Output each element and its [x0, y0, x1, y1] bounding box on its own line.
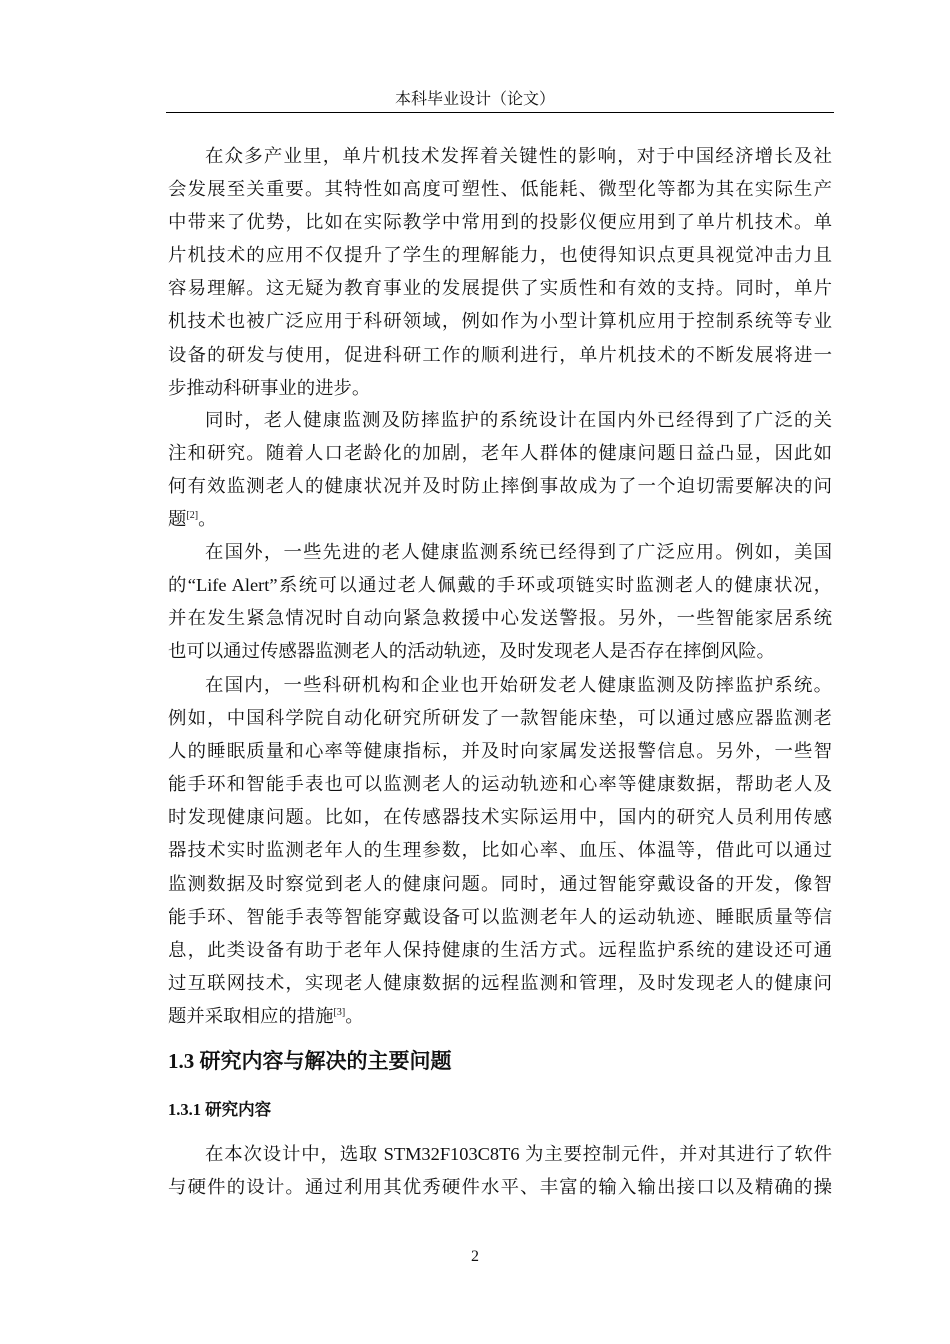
text-line [168, 702, 832, 735]
line-text: 步推动科研事业的进步。 [168, 377, 371, 398]
text-line [168, 768, 832, 801]
line-text: 机技术也被广泛应用于科研领域，例如作为小型计算机应用于控制系统等专业 [168, 311, 832, 332]
paragraph-research-content [168, 1138, 832, 1204]
line-text: 人的睡眠质量和心率等健康指标，并及时向家属发送报警信息。另外，一些智 [168, 741, 832, 762]
text-line [168, 503, 832, 536]
line-text: 题并采取相应的措施 [168, 1005, 334, 1026]
line-text: 中带来了优势，比如在实际教学中常用到的投影仪便应用到了单片机技术。单 [168, 212, 832, 233]
line-text: 并在发生紧急情况时自动向紧急救援中心发送警报。另外，一些智能家居系统 [168, 608, 832, 629]
line-text: 时发现健康问题。比如，在传感器技术实际运用中，国内的研究人员利用传感 [168, 807, 832, 828]
text-line [168, 272, 832, 305]
text-line [168, 206, 832, 239]
line-tail: 。 [345, 1005, 364, 1026]
text-line [168, 404, 832, 437]
text-line [168, 173, 832, 206]
line-text: 例如，中国科学院自动化研究所研发了一款智能床垫，可以通过感应器监测老 [168, 708, 832, 729]
subsection-heading: 1.3.1 研究内容 [168, 1100, 272, 1119]
page-number: 2 [471, 1248, 479, 1265]
text-line [168, 868, 832, 901]
text-line [168, 437, 832, 470]
line-text: 在国外，一些先进的老人健康监测系统已经得到了广泛应用。例如，美国 [205, 542, 832, 562]
line-text: 与硬件的设计。通过利用其优秀硬件水平、丰富的输入输出接口以及精确的操 [168, 1177, 832, 1198]
line-text: 器技术实时监测老年人的生理参数，比如心率、血压、体温等，借此可以通过 [168, 840, 832, 861]
text-line [168, 967, 832, 1000]
line-text: 会发展至关重要。其特性如高度可塑性、低能耗、微型化等都为其在实际生产 [168, 179, 832, 200]
paragraph-mcu-importance [168, 140, 832, 405]
text-line [168, 305, 832, 338]
text-line [168, 834, 832, 867]
header-divider [166, 112, 834, 113]
line-text: 过互联网技术，实现老人健康数据的远程监测和管理，及时发现老人的健康问 [168, 972, 832, 993]
line-text: 也可以通过传感器监测老人的活动轨迹，及时发现老人是否存在摔倒风险。 [168, 641, 775, 662]
text-line [168, 901, 832, 934]
text-line [168, 1138, 832, 1171]
line-tail: 。 [198, 509, 217, 530]
text-line [168, 735, 832, 768]
text-line [168, 801, 832, 834]
line-text: 设备的研发与使用，促进科研工作的顺利进行，单片机技术的不断发展将进一 [168, 344, 832, 365]
text-line [168, 1171, 832, 1204]
text-line [168, 140, 832, 173]
running-header: 本科毕业设计（论文） [394, 91, 555, 108]
text-line [168, 339, 832, 372]
line-text: 监测数据及时察觉到老人的健康问题。同时，通过智能穿戴设备的开发，像智 [168, 873, 832, 894]
text-line [168, 602, 832, 635]
paragraph-domestic [168, 669, 832, 1033]
paragraph-research-status [168, 404, 832, 536]
citation-marker: [2] [186, 510, 199, 522]
text-line [168, 470, 832, 503]
line-text: 的“Life Alert”系统可以通过老人佩戴的手环或项链实时监测老人的健康状况， [168, 575, 832, 596]
citation-marker: [3] [333, 1006, 346, 1018]
text-line [168, 934, 832, 967]
line-text: 容易理解。这无疑为教育事业的发展提供了实质性和有效的支持。同时，单片 [168, 278, 832, 299]
line-text: 息，此类设备有助于老年人保持健康的生活方式。远程监护系统的建设还可通 [168, 939, 832, 960]
text-line [168, 536, 832, 569]
line-text: 何有效监测老人的健康状况并及时防止摔倒事故成为了一个迫切需要解决的问 [168, 476, 832, 497]
line-text: 能手环、智能手表等智能穿戴设备可以监测老年人的运动轨迹、睡眠质量等信 [168, 906, 832, 927]
text-line [168, 372, 832, 405]
line-text: 能手环和智能手表也可以监测老人的运动轨迹和心率等健康数据，帮助老人及 [168, 774, 832, 795]
paragraph-abroad [168, 536, 832, 668]
section-heading: 1.3 研究内容与解决的主要问题 [168, 1049, 452, 1073]
text-line [168, 1000, 832, 1033]
line-text: 在本次设计中，选取 STM32F103C8T6 为主要控制元件，并对其进行了软件 [205, 1144, 832, 1164]
text-line [168, 569, 832, 602]
text-line [168, 669, 832, 702]
line-text: 题 [168, 509, 187, 530]
line-text: 在国内，一些科研机构和企业也开始研发老人健康监测及防摔监护系统。 [205, 675, 832, 695]
line-text: 注和研究。随着人口老龄化的加剧，老年人群体的健康问题日益凸显，因此如 [168, 443, 832, 464]
text-line [168, 239, 832, 272]
line-text: 在众多产业里，单片机技术发挥着关键性的影响，对于中国经济增长及社 [205, 146, 832, 166]
line-text: 片机技术的应用不仅提升了学生的理解能力，也使得知识点更具视觉冲击力且 [168, 245, 832, 266]
line-text: 同时，老人健康监测及防摔监护的系统设计在国内外已经得到了广泛的关 [205, 410, 832, 430]
text-line [168, 635, 832, 668]
